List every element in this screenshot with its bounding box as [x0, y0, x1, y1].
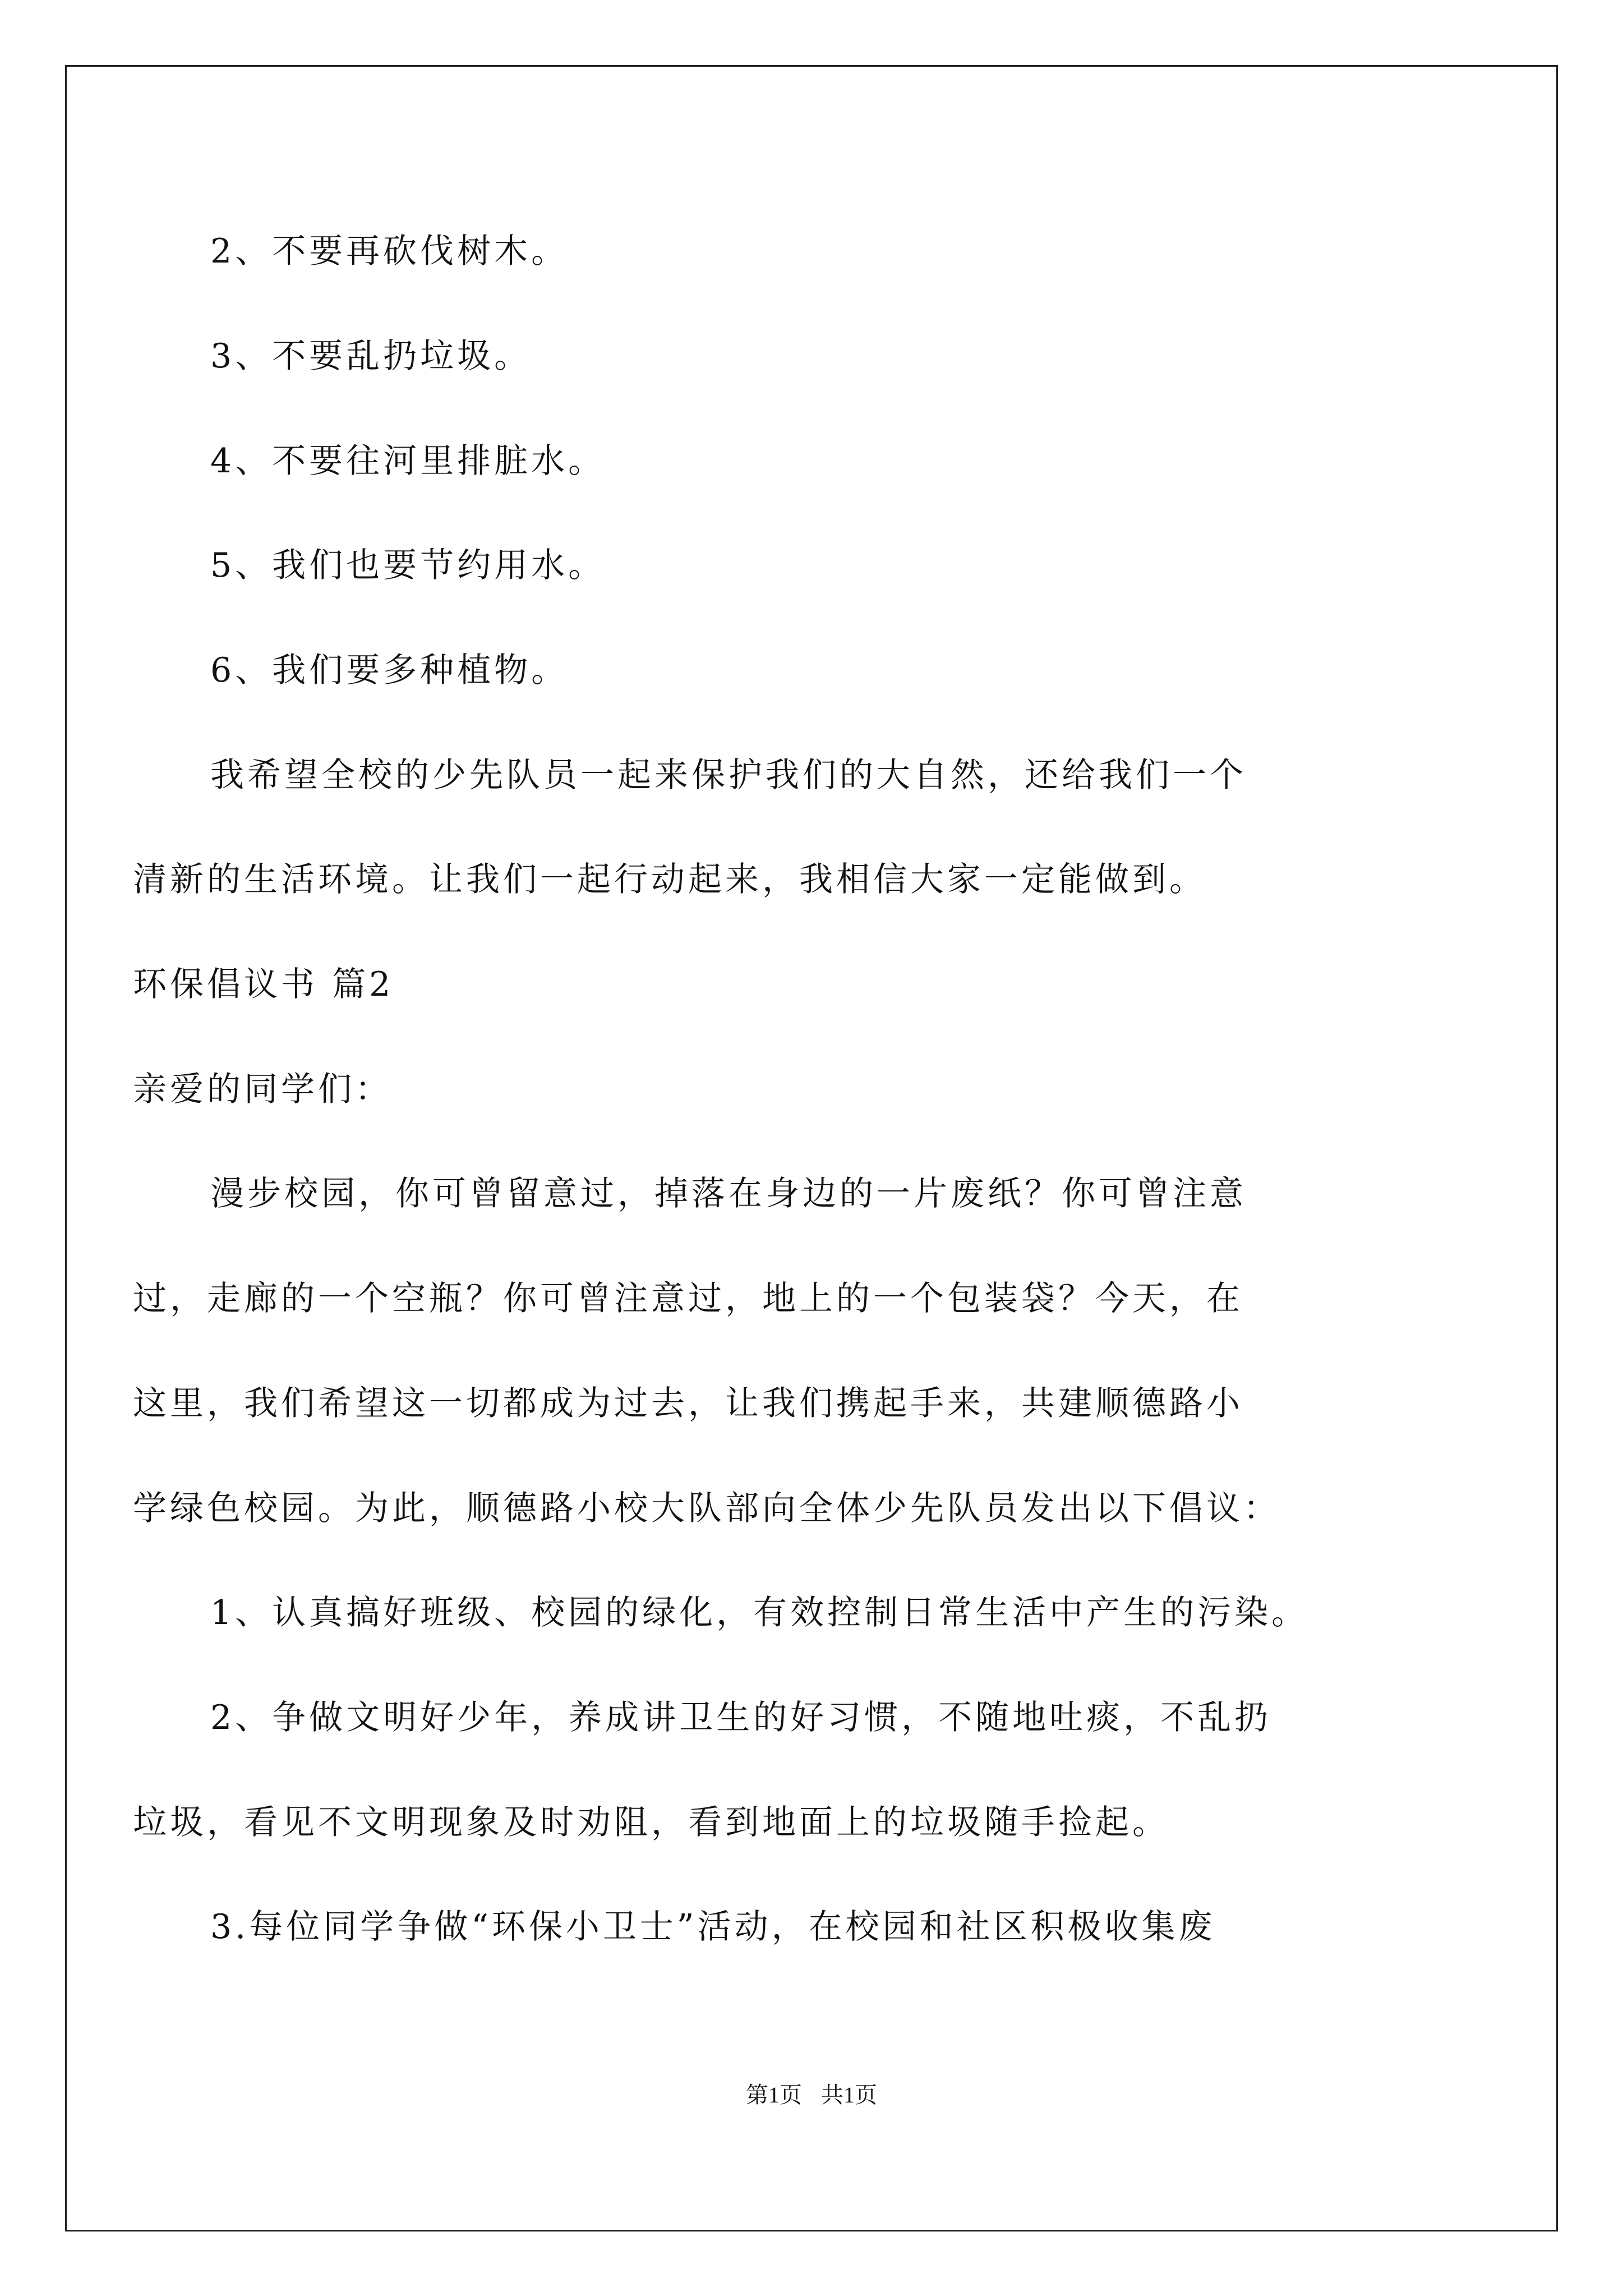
paragraph-line: 过，走廊的一个空瓶？你可曾注意过，地上的一个包装袋？今天，在: [133, 1279, 1243, 1318]
section-heading: 环保倡议书 篇2: [133, 965, 394, 1004]
list-item: 6、我们要多种植物。: [210, 651, 569, 690]
list-item: 5、我们也要节约用水。: [210, 546, 606, 585]
paragraph-line: 清新的生活环境。让我们一起行动起来，我相信大家一定能做到。: [133, 860, 1206, 899]
list-item: 2、不要再砍伐树木。: [210, 232, 569, 271]
paragraph-line: 学绿色校园。为此，顺德路小校大队部向全体少先队员发出以下倡议：: [133, 1489, 1280, 1528]
page-total: 共1页: [821, 2082, 877, 2108]
page-number: 第1页: [746, 2082, 802, 2108]
paragraph-line: 漫步校园，你可曾留意过，掉落在身边的一片废纸？你可曾注意: [210, 1174, 1247, 1213]
list-item: 2、争做文明好少年，养成讲卫生的好习惯，不随地吐痰，不乱扔: [210, 1698, 1272, 1737]
list-item: 1、认真搞好班级、校园的绿化，有效控制日常生活中产生的污染。: [210, 1593, 1309, 1632]
paragraph-line: 我希望全校的少先队员一起来保护我们的大自然，还给我们一个: [210, 756, 1247, 795]
page-footer: [0, 2081, 1623, 2109]
list-item: 3.每位同学争做“环保小卫士”活动，在校园和社区积极收集废: [210, 1907, 1216, 1947]
paragraph-line: 垃圾，看见不文明现象及时劝阻，看到地面上的垃圾随手捡起。: [133, 1803, 1169, 1842]
list-item: 3、不要乱扔垃圾。: [210, 337, 532, 376]
list-item: 4、不要往河里排脏水。: [210, 441, 606, 481]
salutation: 亲爱的同学们：: [133, 1070, 392, 1109]
paragraph-line: 这里，我们希望这一切都成为过去，让我们携起手来，共建顺德路小: [133, 1384, 1243, 1423]
